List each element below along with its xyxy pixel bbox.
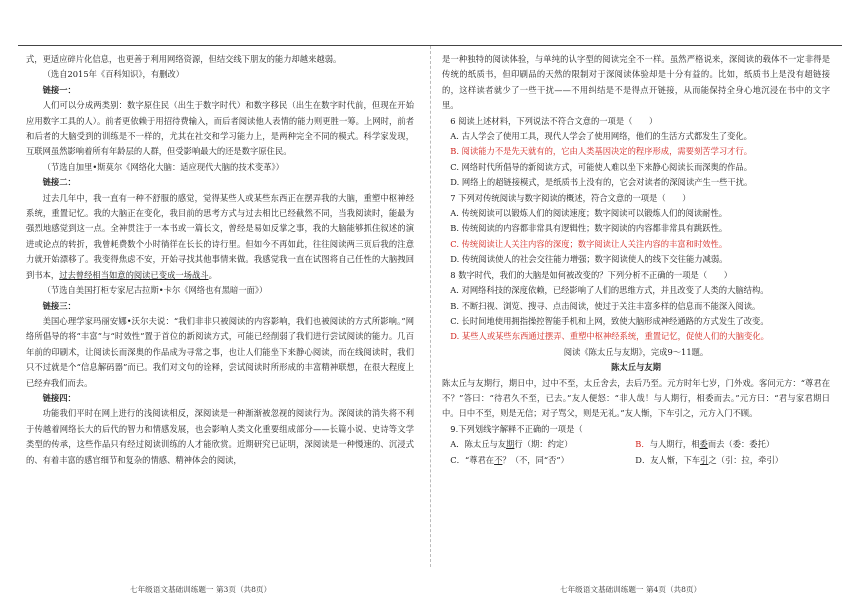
link2-text-end: 。 <box>208 269 217 280</box>
page-footer-left: 七年级语文基础训练题一 第3页（共8页） <box>130 585 272 594</box>
question-9-options-row2 <box>442 453 830 468</box>
option: B. 传统阅读的内容都非常具有逻辑性；数字阅读的内容都非常具有跳跃性。 <box>450 223 728 234</box>
question-7-options <box>442 206 830 268</box>
right-page <box>442 52 830 468</box>
underlined-char: 期 <box>506 439 515 450</box>
option: C. 长时间地使用拥指操控智能手机和上网，致使大脑形成神经通路的方式发生了改变。 <box>450 315 769 326</box>
option-text: 之（引：拉，牵引） <box>708 454 784 465</box>
question-8-options <box>442 283 830 345</box>
option-text: 友人惭，下车 <box>650 454 701 465</box>
option-label-answer: B． <box>635 439 650 450</box>
option-text: 而去（委：委托） <box>707 439 775 450</box>
option-label: A． <box>450 439 465 450</box>
paragraph-continued: 是一种独特的阅读体验，与单纯的认字型的阅读完全不一样。虽然严格说来，深阅读的载体不一定非得是传统的纸质书，但印刷品的天然的限制对于深阅读体验却是十分有益的。比如，纸质书上是没有超链接的，这样读者就少了一些干扰——不用纠结是不是得点开链接，从而能保持全身心地沉浸在书中的文字里。 <box>442 54 830 111</box>
underlined-sentence: 过去曾经相当如意的阅读已变成一场战斗 <box>59 269 209 280</box>
option-label: D． <box>635 454 651 465</box>
link4-heading: 链接四： <box>42 392 76 403</box>
option-text: 行（期：约定） <box>514 439 573 450</box>
underlined-char: 不 <box>494 454 503 465</box>
link3-heading: 链接三： <box>42 300 76 311</box>
option-c <box>450 453 635 468</box>
source-note: （节选自加里•斯莫尔《网络化大脑：适应现代大脑的技术变革》） <box>42 161 284 172</box>
option: D. 传统阅读使人的社会交往能力增强；数字阅读使人的线下交往能力减弱。 <box>450 254 728 265</box>
option-text: ？（不，同“否”） <box>502 454 569 465</box>
option-answer: B. 阅读能力不是先天就有的，它由人类基因决定的程序形成，需要刻苦学习才行。 <box>450 146 753 157</box>
link2-text-part: 过去几年中，我一直有一种不舒服的感觉，觉得某些人或某些东西正在摆弄我的大脑，重塑中枢神经系统，重置记忆。我的大脑正在变化，我目前的思考方式与过去相比已经截然不同，当我阅读时，能最为强烈地感觉到这一点。全神贯注于一本书或一篇长文，曾经是易如反掌之事，我的大脑能够抓住叙述的演进或论点的转折，我曾耗费数个小时徜徉在长长的诗行里。但如今不再如此，往往阅读两三页后我的注意力就开始漂移了。我变得焦虑不安，开始寻找其他事情来做。我感觉我一直在试图将自己任性的大脑拽回到书本， <box>26 192 414 280</box>
option-text: “尊君在 <box>464 454 495 465</box>
source-note: （节选自美国打柜专家尼古拉斯•卡尔《网络也有黑暗一面》） <box>42 285 268 296</box>
option: A. 传统阅读可以锻炼人们的阅读速度；数字阅读可以锻炼人们的阅读耐性。 <box>450 208 728 219</box>
option-text: 陈太丘与友 <box>464 439 507 450</box>
link2-text <box>26 191 414 283</box>
question-9-options-row1 <box>442 437 830 452</box>
link4-text: 功能我们平时在网上进行的浅阅读相反，深阅读是一种渐渐被忽视的阅读行为。深阅读的消失将不利于传越着网络长大的后代的智力和情感发展，也会影响人类文化重要组成部分——长篇小说、史诗等文学类型的传承，这些作品只有经过阅读训练的人才能欣赏。近期研究已证明，深阅读是一种慢速的、沉浸式的、有着丰富的感官细节和复杂的情感、精神体会的阅读， <box>26 408 414 465</box>
underlined-char: 委 <box>699 439 708 450</box>
classical-text: 陈太丘与友期行，期日中，过中不至，太丘舍去，去后乃至。元方时年七岁，门外戏。客问元方：“尊君在不？”答曰：“待君久不至，已去。”友人便怒：“非人哉！与人期行，相委而去。”元方曰：“君与家君期日中。日中不至，则是无信；对子骂父，则是无礼。”友人惭，下车引之，元方入门不顾。 <box>442 377 830 419</box>
page-divider <box>430 46 431 567</box>
option-answer: C. 传统阅读让人关注内容的深度；数字阅读让人关注内容的丰富和时效性。 <box>450 238 728 249</box>
option-d <box>635 453 820 468</box>
option-b <box>635 437 820 452</box>
option: B. 不断扫视、浏览、搜寻、点击阅读，使过于关注丰富多样的信息而不能深入阅读。 <box>450 300 761 311</box>
option: D. 网络上的超链接模式，是纸质书上没有的，它会对读者的深阅读产生一些干扰。 <box>450 177 753 188</box>
question-7: 7 下列对传统阅读与数字阅读的概述，符合文意的一项是（ ） <box>450 192 691 203</box>
reading-intro: 阅读《陈太丘与友期》，完成9～11题。 <box>563 346 709 357</box>
underlined-char: 引 <box>700 454 709 465</box>
link1-text: 人们可以分成两类别：数字原住民（出生于数字时代）和数字移民（出生在数字时代前，但现在开始应用数字工具的人）。前者更依赖于用招待费输入，而后者阅读他人表情的能力则更胜一筹。上网时，前者和后者的大脑受到的训练是不一样的，尤其在社交和学习能力上，是两种完全不同的模式。科学家发现，互联网虽然影响着所有年龄层的人群，但受影响最大的还是数字原住民。 <box>26 100 414 157</box>
option-text: 与人期行，相 <box>649 439 700 450</box>
option-answer: D. 某些人或某些东西通过摆弄、重塑中枢神经系统，重置记忆，促使人们的大脑变化。 <box>450 331 769 342</box>
link3-text: 美国心理学家玛丽安娜•沃尔夫说：“我们非非只被阅读的内容影响，我们也被阅读的方式所影响。”网络所倡导的将“丰富”与“时效性”置于首位的新阅读方式，可能已经削弱了我们进行尝试阅读的能力。几百年前的印刷术，让阅读长而深奥的作品成为寻常之事，也让人们能坐下来静心阅读，而在线阅读时，我们只不过就是个“信息解码器”而已。我们对文句的诠释，尝试阅读时所形成的丰富精神联想，在很大程度上已经弃我们而去。 <box>26 315 414 388</box>
option: A. 古人学会了使用工具，现代人学会了使用网络，他们的生活方式都发生了变化。 <box>450 131 752 142</box>
paragraph-continued: 式，更适应碎片化信息，也更善于利用网络资源，但结交线下朋友的能力却越来越弱。 <box>26 54 342 64</box>
question-6: 6 阅读上述材料，下列说法不符合文意的一项是（ ） <box>450 115 658 126</box>
option: C. 网络时代所倡导的新阅读方式，可能使人难以坐下来静心阅读长而深奥的作品。 <box>450 161 753 172</box>
link1-heading: 链接一： <box>42 84 76 95</box>
left-page <box>26 52 414 468</box>
link2-heading: 链接二： <box>42 177 76 188</box>
question-6-options <box>442 129 830 191</box>
question-8: 8 数字时代，我们的大脑是如何被改变的？下列分析不正确的一项是（ ） <box>450 269 733 280</box>
page-footer-right: 七年级语文基础训练题一 第4页（共8页） <box>560 585 702 594</box>
classical-title: 陈太丘与友期 <box>611 362 661 373</box>
option-a <box>450 437 635 452</box>
option-label: C． <box>450 454 465 465</box>
source-note: （选自2015年《百科知识》，有删改） <box>42 69 185 80</box>
question-9: 9.下列划线字解释不正确的一项是（ <box>450 423 583 434</box>
option: A. 对网络科技的深度依赖，已经影响了人们的思维方式，并且改变了人类的大脑结构。 <box>450 285 769 296</box>
